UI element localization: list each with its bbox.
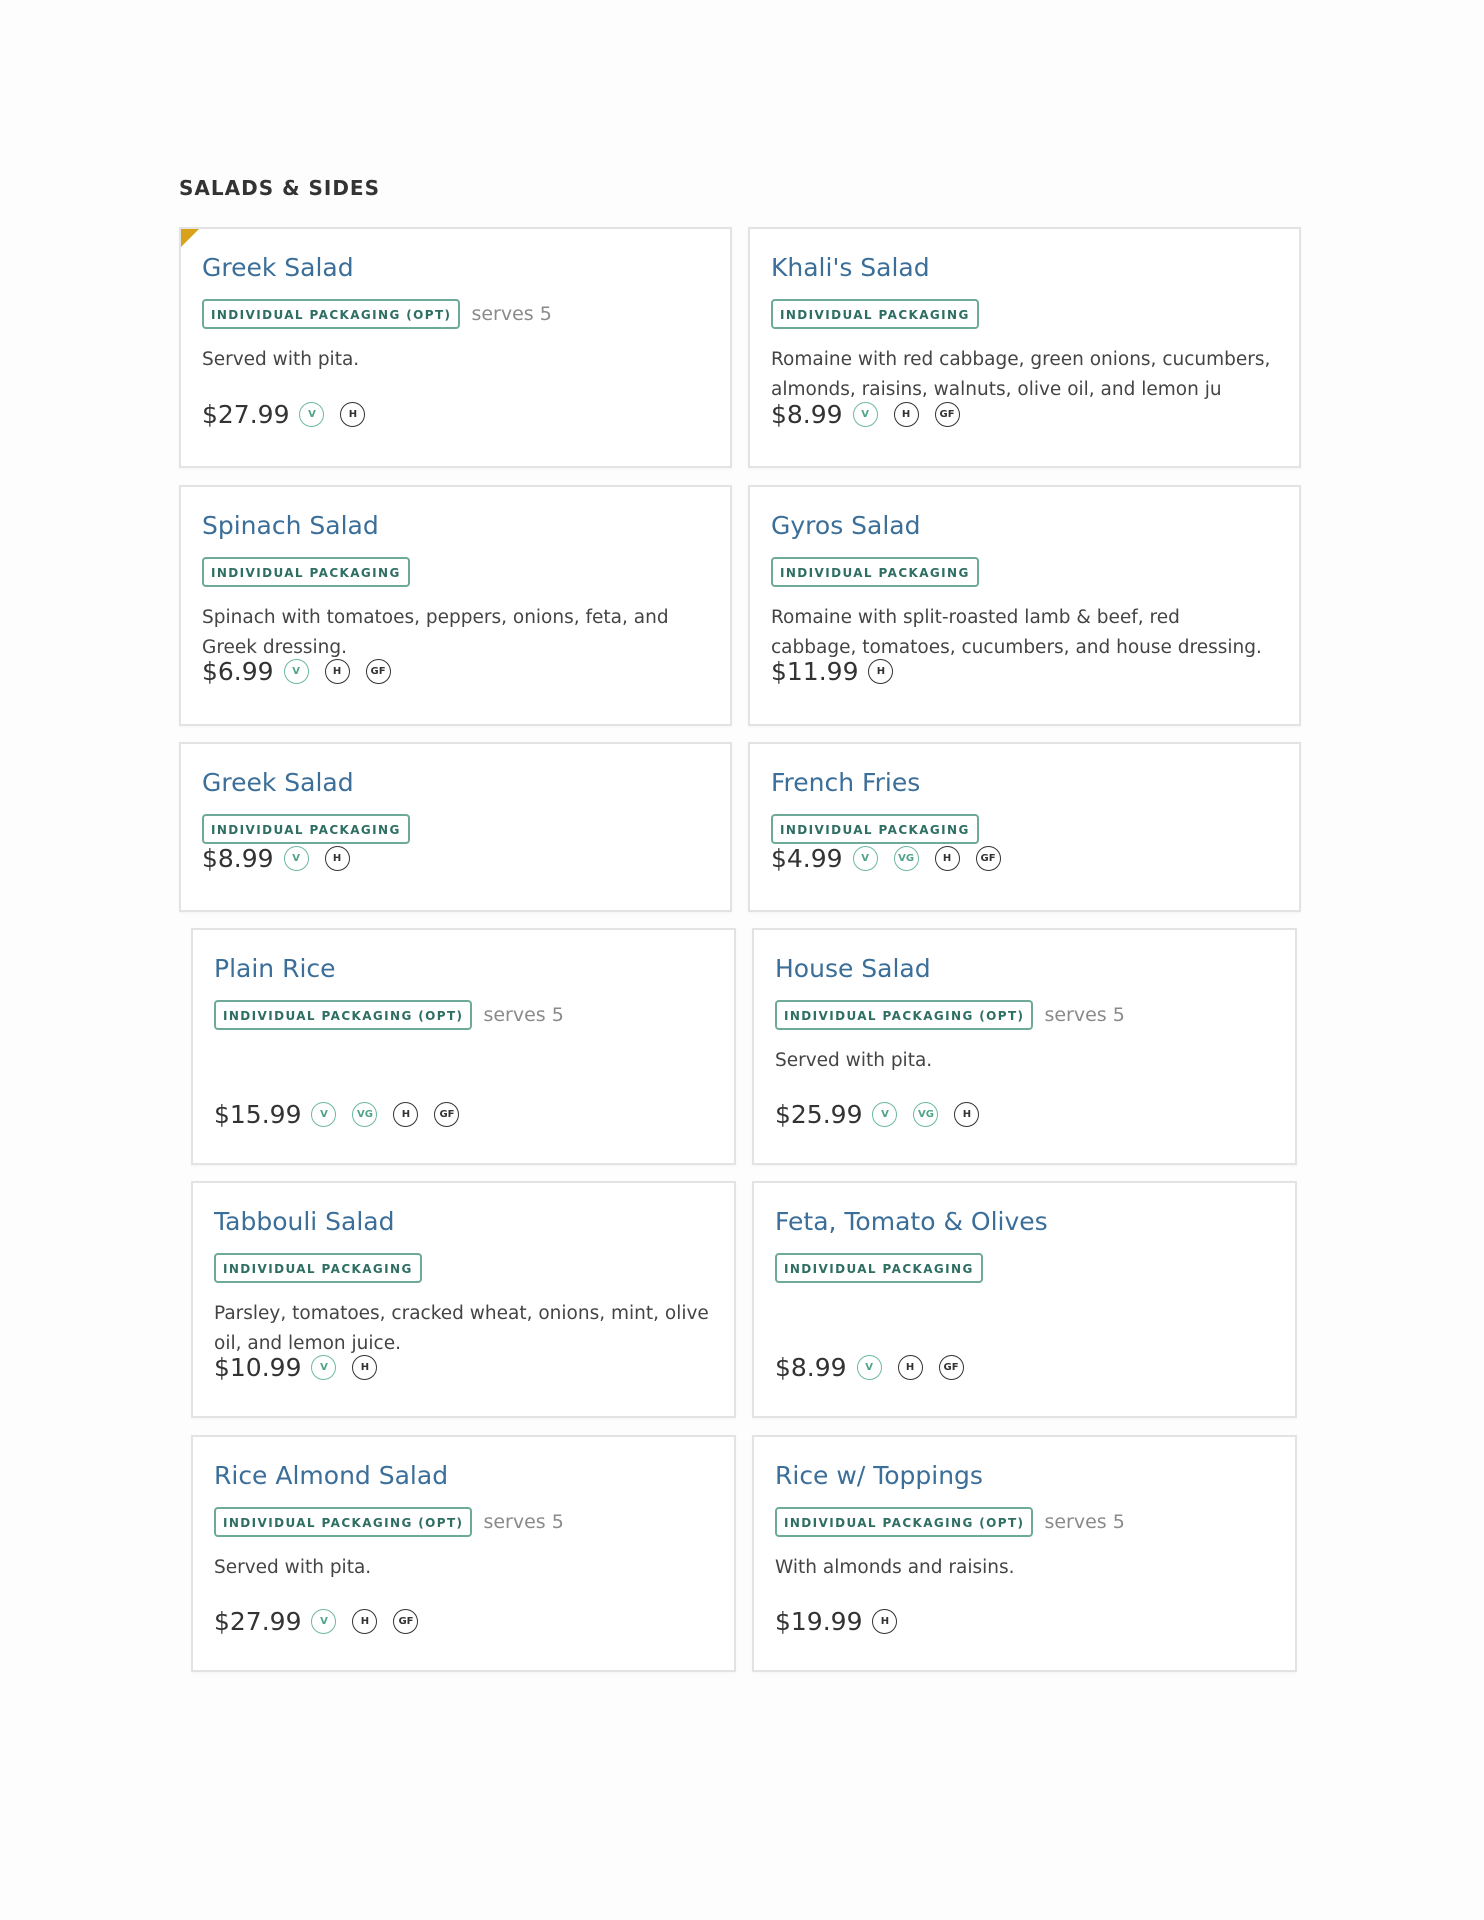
serves-count: serves 5 — [471, 303, 552, 325]
packaging-tag: INDIVIDUAL PACKAGING — [214, 1253, 422, 1283]
menu-item-card[interactable] — [752, 1435, 1297, 1672]
item-price: $25.99 — [775, 1100, 863, 1129]
price-row — [771, 844, 1017, 873]
gluten-free-badge: GF — [939, 1355, 964, 1380]
packaging-tag: INDIVIDUAL PACKAGING (OPT) — [775, 1507, 1033, 1537]
item-tags — [775, 1000, 1125, 1030]
item-name[interactable]: Greek Salad — [202, 768, 354, 797]
price-row — [202, 400, 381, 429]
item-tags — [214, 1253, 422, 1283]
item-name[interactable]: Greek Salad — [202, 253, 354, 282]
menu-item-card[interactable] — [748, 227, 1301, 468]
item-price: $8.99 — [202, 844, 274, 873]
item-name[interactable]: Plain Rice — [214, 954, 336, 983]
item-name[interactable]: French Fries — [771, 768, 921, 797]
menu-item-card[interactable] — [179, 227, 732, 468]
halal-badge: H — [352, 1609, 377, 1634]
packaging-tag: INDIVIDUAL PACKAGING — [202, 814, 410, 844]
item-price: $11.99 — [771, 657, 859, 686]
serves-count: serves 5 — [483, 1511, 564, 1533]
price-row — [202, 657, 407, 686]
vegetarian-badge: V — [311, 1609, 336, 1634]
item-description: Served with pita. — [202, 349, 360, 370]
serves-count: serves 5 — [1044, 1511, 1125, 1533]
menu-item-card[interactable] — [748, 485, 1301, 726]
halal-badge: H — [340, 402, 365, 427]
vegetarian-badge: V — [311, 1355, 336, 1380]
gluten-free-badge: GF — [434, 1102, 459, 1127]
item-name[interactable]: Rice w/ Toppings — [775, 1461, 983, 1490]
gluten-free-badge: GF — [366, 659, 391, 684]
menu-item-card[interactable] — [191, 1181, 736, 1418]
item-description: Parsley, tomatoes, cracked wheat, onions, mint, olive oil, and lemon juice. — [214, 1303, 709, 1354]
vegetarian-badge: V — [284, 846, 309, 871]
item-price: $15.99 — [214, 1100, 302, 1129]
featured-corner-marker — [179, 227, 201, 249]
vegetarian-badge: V — [853, 846, 878, 871]
packaging-tag: INDIVIDUAL PACKAGING — [775, 1253, 983, 1283]
price-row — [775, 1100, 995, 1129]
packaging-tag: INDIVIDUAL PACKAGING (OPT) — [214, 1000, 472, 1030]
vegetarian-badge: V — [311, 1102, 336, 1127]
item-tags — [202, 299, 552, 329]
vegetarian-badge: V — [299, 402, 324, 427]
item-price: $27.99 — [202, 400, 290, 429]
menu-item-card[interactable] — [752, 928, 1297, 1165]
vegetarian-badge: V — [872, 1102, 897, 1127]
vegan-badge: VG — [894, 846, 919, 871]
price-row — [775, 1607, 913, 1636]
gluten-free-badge: GF — [976, 846, 1001, 871]
item-price: $19.99 — [775, 1607, 863, 1636]
price-row — [214, 1607, 434, 1636]
item-tags — [771, 299, 979, 329]
item-tags — [202, 557, 410, 587]
vegetarian-badge: V — [857, 1355, 882, 1380]
menu-item-card[interactable] — [191, 1435, 736, 1672]
price-row — [775, 1353, 980, 1382]
item-tags — [775, 1253, 983, 1283]
halal-badge: H — [954, 1102, 979, 1127]
item-tags — [214, 1000, 564, 1030]
price-row — [771, 657, 909, 686]
packaging-tag: INDIVIDUAL PACKAGING — [771, 299, 979, 329]
packaging-tag: INDIVIDUAL PACKAGING — [771, 557, 979, 587]
item-name[interactable]: Tabbouli Salad — [214, 1207, 395, 1236]
item-price: $27.99 — [214, 1607, 302, 1636]
item-name[interactable]: House Salad — [775, 954, 931, 983]
vegan-badge: VG — [352, 1102, 377, 1127]
item-tags — [202, 814, 410, 844]
halal-badge: H — [325, 659, 350, 684]
item-name[interactable]: Khali's Salad — [771, 253, 930, 282]
price-row — [214, 1353, 393, 1382]
item-name[interactable]: Rice Almond Salad — [214, 1461, 449, 1490]
vegetarian-badge: V — [853, 402, 878, 427]
packaging-tag: INDIVIDUAL PACKAGING (OPT) — [775, 1000, 1033, 1030]
price-row — [771, 400, 976, 429]
packaging-tag: INDIVIDUAL PACKAGING (OPT) — [202, 299, 460, 329]
halal-badge: H — [872, 1609, 897, 1634]
item-description: Romaine with red cabbage, green onions, cucumbers, almonds, raisins, walnuts, olive oil, and lemon ju — [771, 349, 1271, 400]
packaging-tag: INDIVIDUAL PACKAGING — [202, 557, 410, 587]
vegan-badge: VG — [913, 1102, 938, 1127]
item-price: $4.99 — [771, 844, 843, 873]
item-price: $8.99 — [771, 400, 843, 429]
menu-item-card[interactable] — [179, 742, 732, 912]
item-description: Served with pita. — [214, 1557, 372, 1578]
halal-badge: H — [898, 1355, 923, 1380]
price-row — [202, 844, 366, 873]
halal-badge: H — [393, 1102, 418, 1127]
packaging-tag: INDIVIDUAL PACKAGING (OPT) — [214, 1507, 472, 1537]
item-description: Romaine with split-roasted lamb & beef, red cabbage, tomatoes, cucumbers, and house dressing. — [771, 607, 1262, 658]
price-row — [214, 1100, 475, 1129]
item-price: $10.99 — [214, 1353, 302, 1382]
menu-item-card[interactable] — [179, 485, 732, 726]
menu-item-card[interactable] — [752, 1181, 1297, 1418]
item-name[interactable]: Spinach Salad — [202, 511, 379, 540]
serves-count: serves 5 — [1044, 1004, 1125, 1026]
item-tags — [771, 814, 979, 844]
halal-badge: H — [894, 402, 919, 427]
vegetarian-badge: V — [284, 659, 309, 684]
halal-badge: H — [935, 846, 960, 871]
serves-count: serves 5 — [483, 1004, 564, 1026]
gluten-free-badge: GF — [935, 402, 960, 427]
item-price: $8.99 — [775, 1353, 847, 1382]
item-tags — [214, 1507, 564, 1537]
item-tags — [771, 557, 979, 587]
halal-badge: H — [325, 846, 350, 871]
item-name[interactable]: Gyros Salad — [771, 511, 921, 540]
halal-badge: H — [868, 659, 893, 684]
packaging-tag: INDIVIDUAL PACKAGING — [771, 814, 979, 844]
item-description: Spinach with tomatoes, peppers, onions, feta, and Greek dressing. — [202, 607, 669, 658]
item-description: With almonds and raisins. — [775, 1557, 1015, 1578]
item-tags — [775, 1507, 1125, 1537]
item-price: $6.99 — [202, 657, 274, 686]
section-title: SALADS & SIDES — [179, 176, 380, 200]
item-description: Served with pita. — [775, 1050, 933, 1071]
menu-item-card[interactable] — [748, 742, 1301, 912]
halal-badge: H — [352, 1355, 377, 1380]
menu-item-card[interactable] — [191, 928, 736, 1165]
gluten-free-badge: GF — [393, 1609, 418, 1634]
item-name[interactable]: Feta, Tomato & Olives — [775, 1207, 1048, 1236]
